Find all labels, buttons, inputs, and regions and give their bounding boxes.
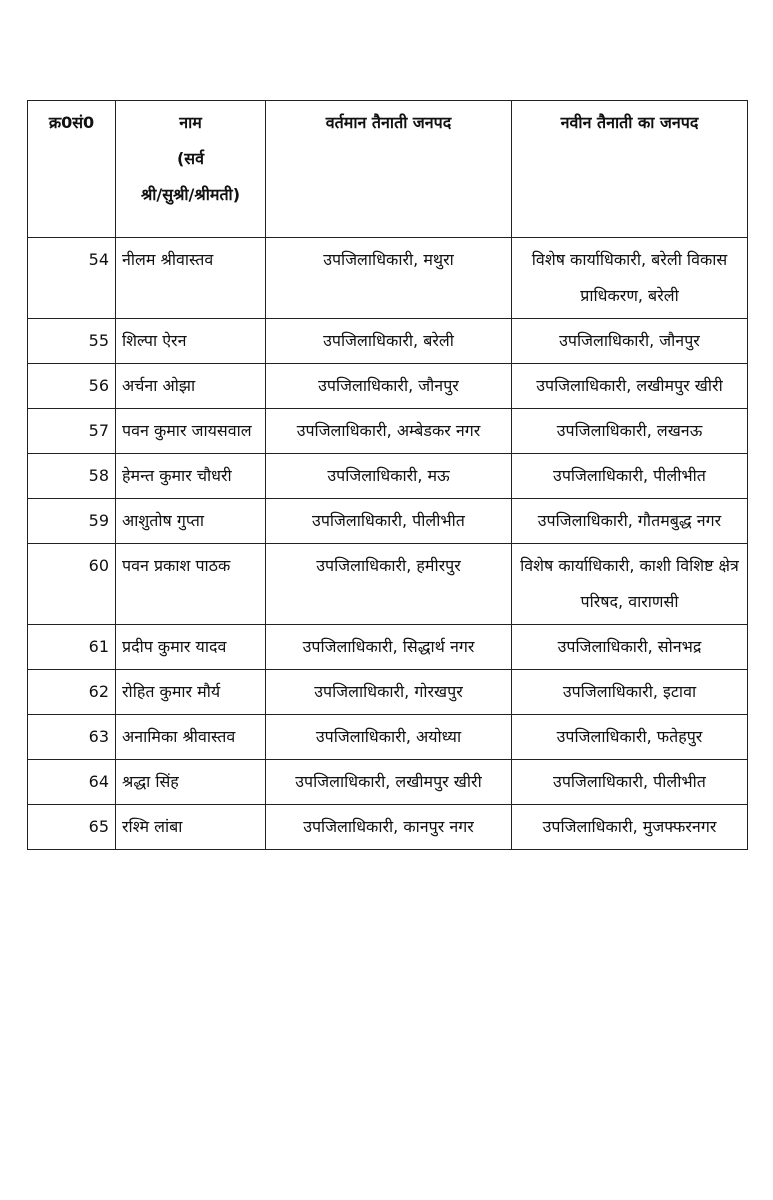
table-row xyxy=(28,625,748,670)
header-name-sub2: श्री/सुश्री/श्रीमती) xyxy=(140,185,241,204)
row-current-posting: उपजिलाधिकारी, मऊ xyxy=(266,454,512,499)
row-new-posting: उपजिलाधिकारी, इटावा xyxy=(512,670,748,715)
row-new-posting: उपजिलाधिकारी, फतेहपुर xyxy=(512,715,748,760)
row-current-posting: उपजिलाधिकारी, अम्बेडकर नगर xyxy=(266,409,512,454)
row-new-posting: उपजिलाधिकारी, पीलीभीत xyxy=(512,760,748,805)
row-sno: 54 xyxy=(28,238,116,319)
row-new-posting: विशेष कार्याधिकारी, काशी विशिष्ट क्षेत्र परिषद, वाराणसी xyxy=(512,544,748,625)
header-name xyxy=(116,101,266,238)
row-name: आशुतोष गुप्ता xyxy=(116,499,266,544)
row-new-posting: उपजिलाधिकारी, गौतमबुद्ध नगर xyxy=(512,499,748,544)
row-sno: 63 xyxy=(28,715,116,760)
row-name: प्रदीप कुमार यादव xyxy=(116,625,266,670)
row-new-posting: उपजिलाधिकारी, सोनभद्र xyxy=(512,625,748,670)
header-current-posting: वर्तमान तैनाती जनपद xyxy=(266,101,512,238)
table-row xyxy=(28,670,748,715)
row-name: अर्चना ओझा xyxy=(116,364,266,409)
row-name: नीलम श्रीवास्तव xyxy=(116,238,266,319)
row-current-posting: उपजिलाधिकारी, पीलीभीत xyxy=(266,499,512,544)
row-current-posting: उपजिलाधिकारी, कानपुर नगर xyxy=(266,805,512,850)
row-current-posting: उपजिलाधिकारी, मथुरा xyxy=(266,238,512,319)
row-new-posting: उपजिलाधिकारी, जौनपुर xyxy=(512,319,748,364)
table-row xyxy=(28,319,748,364)
row-current-posting: उपजिलाधिकारी, अयोध्या xyxy=(266,715,512,760)
table-row xyxy=(28,805,748,850)
header-name-title: नाम xyxy=(179,113,202,132)
row-sno: 65 xyxy=(28,805,116,850)
table-row xyxy=(28,364,748,409)
row-new-posting: उपजिलाधिकारी, लखीमपुर खीरी xyxy=(512,364,748,409)
row-sno: 61 xyxy=(28,625,116,670)
row-current-posting: उपजिलाधिकारी, जौनपुर xyxy=(266,364,512,409)
row-name: शिल्पा ऐरन xyxy=(116,319,266,364)
row-current-posting: उपजिलाधिकारी, बरेली xyxy=(266,319,512,364)
header-new-posting: नवीन तैनाती का जनपद xyxy=(512,101,748,238)
row-sno: 57 xyxy=(28,409,116,454)
row-current-posting: उपजिलाधिकारी, हमीरपुर xyxy=(266,544,512,625)
transfer-table xyxy=(27,100,748,850)
table-row xyxy=(28,409,748,454)
row-sno: 59 xyxy=(28,499,116,544)
row-name: श्रद्धा सिंह xyxy=(116,760,266,805)
row-new-posting: उपजिलाधिकारी, पीलीभीत xyxy=(512,454,748,499)
row-new-posting: विशेष कार्याधिकारी, बरेली विकास प्राधिकरण, बरेली xyxy=(512,238,748,319)
row-current-posting: उपजिलाधिकारी, सिद्धार्थ नगर xyxy=(266,625,512,670)
table-row xyxy=(28,499,748,544)
table-row xyxy=(28,715,748,760)
table-header-row xyxy=(28,101,748,238)
row-sno: 62 xyxy=(28,670,116,715)
row-current-posting: उपजिलाधिकारी, गोरखपुर xyxy=(266,670,512,715)
row-name: हेमन्त कुमार चौधरी xyxy=(116,454,266,499)
row-sno: 60 xyxy=(28,544,116,625)
table-row xyxy=(28,544,748,625)
row-sno: 58 xyxy=(28,454,116,499)
row-sno: 55 xyxy=(28,319,116,364)
row-name: अनामिका श्रीवास्तव xyxy=(116,715,266,760)
table-row xyxy=(28,760,748,805)
header-name-sub1: (सर्व xyxy=(176,149,205,168)
row-sno: 64 xyxy=(28,760,116,805)
row-new-posting: उपजिलाधिकारी, लखनऊ xyxy=(512,409,748,454)
table-row xyxy=(28,238,748,319)
row-name: रश्मि लांबा xyxy=(116,805,266,850)
row-current-posting: उपजिलाधिकारी, लखीमपुर खीरी xyxy=(266,760,512,805)
row-new-posting: उपजिलाधिकारी, मुजफ्फरनगर xyxy=(512,805,748,850)
row-name: पवन प्रकाश पाठक xyxy=(116,544,266,625)
header-sno: क्र0सं0 xyxy=(28,101,116,238)
table-row xyxy=(28,454,748,499)
row-name: रोहित कुमार मौर्य xyxy=(116,670,266,715)
row-sno: 56 xyxy=(28,364,116,409)
row-name: पवन कुमार जायसवाल xyxy=(116,409,266,454)
